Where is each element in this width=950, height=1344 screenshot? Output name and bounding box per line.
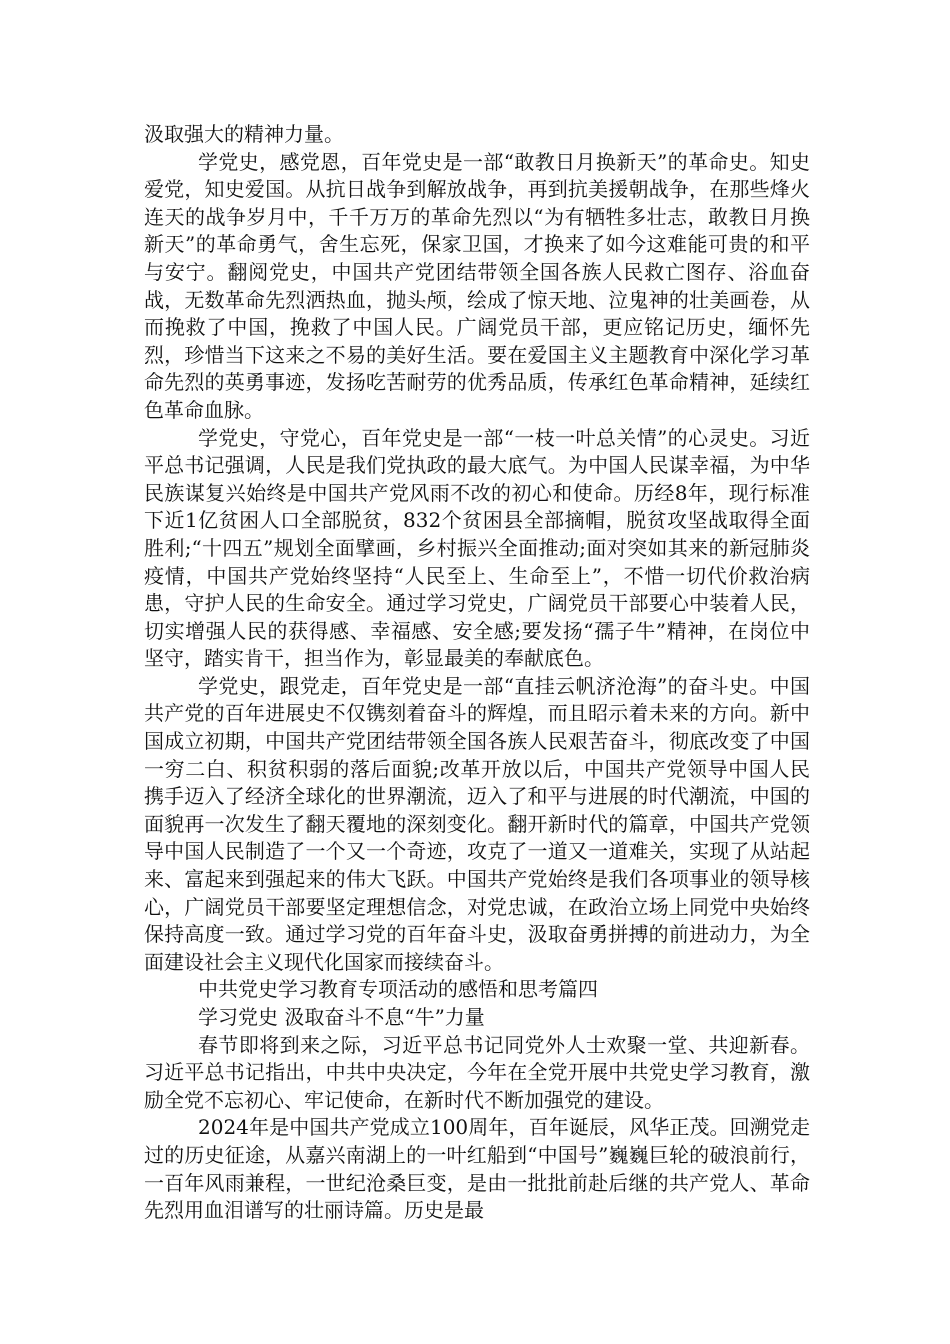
paragraph-spring-festival: 春节即将到来之际，习近平总书记同党外人士欢聚一堂、共迎新春。习近平总书记指出，中共中央决定，今年在全党开展中共党史学习教育，激励全党不忘初心、牢记使命，在新时代不断加强党的建设。 (144, 1032, 810, 1112)
section-title: 中共党史学习教育专项活动的感悟和思考篇四 (198, 977, 598, 1002)
paragraph-centenary: 2024年是中国共产党成立100周年，百年诞辰，风华正茂。回溯党走过的历史征途，从嘉兴南湖上的一叶红船到“中国号”巍巍巨轮的破浪前行，一百年风雨兼程，一世纪沧桑巨变，是由一批批前赴后继的共产党人、革命先烈用血泪谱写的壮丽诗篇。历史是最 (144, 1115, 810, 1223)
paragraph-gratitude: 学党史，感党恩，百年党史是一部“敢教日月换新天”的革命史。知史爱党，知史爱国。从抗日战争到解放战争，再到抗美援朝战争，在那些烽火连天的战争岁月中，千千万万的革命先烈以“为有牺牲多壮志，敢教日月换新天”的革命勇气，舍生忘死，保家卫国，才换来了如今这难能可贵的和平与安宁。翻阅党史，中国共产党团结带领全国各族人民救亡图存、浴血奋战，无数革命先烈洒热血，抛头颅，绘成了惊天地、泣鬼神的壮美画卷，从而挽救了中国，挽救了中国人民。广阔党员干部，更应铭记历史，缅怀先烈，珍惜当下这来之不易的美好生活。要在爱国主义主题教育中深化学习革命先烈的英勇事迹，发扬吃苦耐劳的优秀品质，传承红色革命精神，延续红色革命血脉。 (144, 149, 810, 422)
paragraph-heart: 学党史，守党心，百年党史是一部“一枝一叶总关情”的心灵史。习近平总书记强调，人民是我们党执政的最大底气。为中国人民谋幸福，为中华民族谋复兴始终是中国共产党风雨不改的初心和使命。历经8年，现行标准下近1亿贫困人口全部脱贫，832个贫困县全部摘帽，脱贫攻坚战取得全面胜利;“十四五”规划全面擘画，乡村振兴全面推动;面对突如其来的新冠肺炎疫情，中国共产党始终坚持“人民至上、生命至上”，不惜一切代价救治病患，守护人民的生命安全。通过学习党史，广阔党员干部要心中装着人民，切实增强人民的获得感、幸福感、安全感;要发扬“孺子牛”精神，在岗位中坚守，踏实肯干，担当作为，彰显最美的奉献底色。 (144, 425, 810, 671)
document-body (144, 121, 810, 1225)
paragraph-struggle: 学党史，跟党走，百年党史是一部“直挂云帆济沧海”的奋斗史。中国共产党的百年进展史不仅镌刻着奋斗的辉煌，而且昭示着未来的方向。新中国成立初期，中国共产党团结带领全国各族人民艰苦奋斗，彻底改变了中国一穷二白、积贫积弱的落后面貌;改革开放以后，中国共产党领导中国人民携手迈入了经济全球化的世界潮流，迈入了和平与进展的时代潮流，中国的面貌再一次发生了翻天覆地的深刻变化。翻开新时代的篇章，中国共产党领导中国人民制造了一个又一个奇迹，攻克了一道又一道难关，实现了从站起来、富起来到强起来的伟大飞跃。中国共产党始终是我们各项事业的领导核心，广阔党员干部要坚定理想信念，对党忠诚，在政治立场上同党中央始终保持高度一致。通过学习党的百年奋斗史，汲取奋勇拼搏的前进动力，为全面建设社会主义现代化国家而接续奋斗。 (144, 673, 810, 974)
paragraph-continuation: 汲取强大的精神力量。 (144, 122, 344, 146)
article-title: 学习党史 汲取奋斗不息“牛”力量 (198, 1005, 485, 1029)
